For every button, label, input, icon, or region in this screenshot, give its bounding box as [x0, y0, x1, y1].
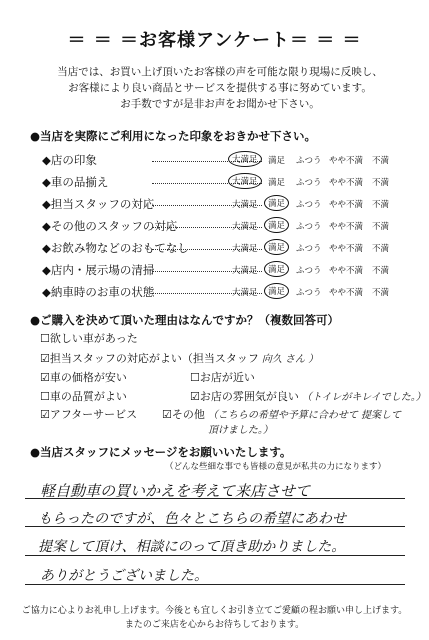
rating-option[interactable]: 不満 — [372, 244, 390, 254]
rating-option[interactable]: 大満足 — [232, 200, 258, 210]
rating-option[interactable]: 満足 — [268, 156, 286, 166]
reason-label: 欲しい車があった — [49, 332, 138, 345]
empty-box-icon[interactable]: ☐ — [40, 332, 50, 345]
rating-option[interactable]: ふつう — [296, 156, 322, 166]
reason-label: お店が近い — [199, 371, 255, 384]
rating-option[interactable]: 不満 — [372, 200, 390, 210]
rating-row-label: ◆納車時のお車の状態 — [42, 285, 155, 299]
empty-box-icon[interactable]: ☐ — [40, 390, 50, 403]
rating-row — [42, 172, 422, 192]
rating-row — [42, 194, 422, 214]
reason-label: 車の価格が安い — [49, 371, 127, 384]
rating-option[interactable]: やや不満 — [329, 266, 364, 276]
reason-checkbox-item[interactable] — [162, 406, 408, 436]
rating-option[interactable]: 満足 — [264, 239, 289, 255]
handwritten-note: 向久 さん ） — [261, 354, 319, 365]
empty-box-icon[interactable]: ☐ — [190, 371, 200, 384]
reason-checkbox-item[interactable] — [40, 406, 137, 422]
q3-heading: ●当店スタッフにメッセージをお願いいたします。 — [30, 445, 292, 459]
rating-option[interactable]: 満足 — [264, 261, 289, 277]
rating-row-label: ◆車の品揃え — [42, 175, 109, 189]
rating-option[interactable]: 大満足 — [232, 288, 258, 298]
rating-option[interactable]: 不満 — [372, 222, 390, 232]
checked-box-icon[interactable]: ☑ — [162, 408, 172, 421]
rating-option[interactable]: ふつう — [296, 266, 322, 276]
message-line: 軽自動車の買いかえを考えて来店させて — [40, 482, 311, 500]
closing-line: またのご来店を心からお待ちしております。 — [124, 620, 305, 630]
rating-option[interactable]: ふつう — [296, 178, 322, 188]
rating-row — [42, 238, 422, 258]
message-line: ありがとうございました。 — [40, 568, 208, 584]
rating-row-label: ◆お飲み物などのおもてなし — [42, 241, 189, 255]
reason-checkbox-item[interactable] — [190, 388, 426, 404]
reason-label: お店の雰囲気が良い — [199, 390, 299, 403]
checked-box-icon[interactable]: ☑ — [40, 352, 50, 365]
q1-heading: ●当店を実際にご利用になった印象をおきかせ下さい。 — [30, 129, 317, 143]
rating-option[interactable]: 大満足 — [232, 266, 258, 276]
rating-option[interactable]: やや不満 — [329, 222, 364, 232]
reason-label: アフターサービス — [49, 408, 138, 421]
intro-text — [30, 64, 410, 112]
rating-option[interactable]: 大満足 — [232, 222, 258, 232]
rating-option[interactable]: 満足 — [268, 178, 286, 188]
rating-option[interactable]: ふつう — [296, 222, 322, 232]
rating-option[interactable]: 不満 — [372, 288, 390, 298]
handwritten-note: （トイレがキレイでした。） — [301, 392, 426, 403]
intro-line: お手数ですが是非お声をお聞かせ下さい。 — [120, 98, 320, 110]
rating-option[interactable]: ふつう — [296, 244, 322, 254]
rating-option[interactable]: やや不満 — [329, 178, 364, 188]
rating-option[interactable]: 大満足 — [232, 244, 258, 254]
reason-checkbox-item[interactable] — [190, 369, 255, 385]
rating-row — [42, 282, 422, 302]
reason-checkbox-item[interactable] — [40, 388, 127, 404]
checked-box-icon[interactable]: ☑ — [40, 408, 50, 421]
intro-line: 当店では、お買い上げ頂いたお客様の声を可能な限り現場に反映し、 — [57, 66, 383, 78]
rating-option[interactable]: 不満 — [372, 178, 390, 188]
reason-checkbox-item[interactable] — [40, 369, 127, 385]
closing-text — [0, 604, 429, 632]
rating-option[interactable]: やや不満 — [329, 200, 364, 210]
closing-line: ご協力に心よりお礼申し上げます。今後とも宜しくお引き立てご愛顧の程お願い申し上げます。 — [21, 606, 408, 616]
message-line: 提案して頂け、相談にのって頂き助かりました。 — [38, 539, 346, 555]
rating-option[interactable]: 大満足 — [228, 151, 262, 167]
rating-option[interactable]: 満足 — [264, 195, 289, 211]
rating-option[interactable]: 満足 — [264, 217, 289, 233]
rating-row-label: ◆担当スタッフの対応 — [42, 197, 155, 211]
q3-subtitle: （どんな些細な事でも皆様の意見が私共の力になります） — [165, 462, 387, 472]
checked-box-icon[interactable]: ☑ — [190, 390, 200, 403]
handwritten-note: （こちらの希望や予算に合わせて 提案して頂けました。） — [207, 410, 402, 436]
message-line: もらったのですが、色々とこちらの希望にあわせ — [38, 511, 346, 527]
reason-checkbox-item[interactable] — [40, 330, 138, 346]
rating-row-label: ◆その他のスタッフの対応 — [42, 219, 178, 233]
intro-line: お客様により良い商品とサービスを提供する事に努めています。 — [68, 82, 372, 94]
q2-heading: ●ご購入を決めて頂いた理由はなんですか？（複数回答可） — [30, 313, 340, 327]
rating-row — [42, 260, 422, 280]
reason-checkbox-item[interactable] — [40, 350, 318, 366]
rating-row-label: ◆店の印象 — [42, 153, 97, 167]
rating-row — [42, 150, 422, 170]
rating-option[interactable]: やや不満 — [329, 288, 364, 298]
rating-option[interactable]: ふつう — [296, 288, 322, 298]
reason-label: 担当スタッフの対応がよい（担当スタッフ — [49, 352, 259, 365]
page-title: ＝ ＝ ＝お客様アンケート＝ ＝ ＝ — [67, 30, 362, 51]
rating-option[interactable]: ふつう — [296, 200, 322, 210]
rating-option[interactable]: 大満足 — [228, 173, 262, 189]
rating-option[interactable]: 不満 — [372, 266, 390, 276]
reason-label: その他 — [171, 408, 205, 421]
rating-option[interactable]: やや不満 — [329, 156, 364, 166]
rating-option[interactable]: 不満 — [372, 156, 390, 166]
rating-row — [42, 216, 422, 236]
reason-label: 車の品質がよい — [49, 390, 127, 403]
rating-option[interactable]: 満足 — [264, 283, 289, 299]
checked-box-icon[interactable]: ☑ — [40, 371, 50, 384]
rating-row-label: ◆店内・展示場の清掃 — [42, 263, 155, 277]
rating-option[interactable]: やや不満 — [329, 244, 364, 254]
